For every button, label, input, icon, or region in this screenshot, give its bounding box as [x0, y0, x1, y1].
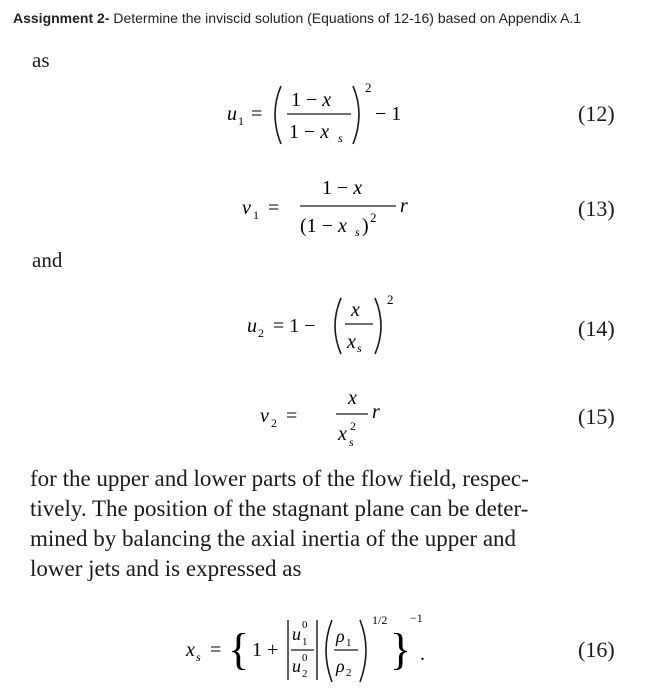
svg-text:1: 1 — [253, 208, 259, 222]
assignment-text: Determine the inviscid solution (Equations of 12-16) based on Appendix A.1 — [109, 10, 582, 26]
svg-text:= 1 −: = 1 − — [273, 315, 316, 337]
svg-text:ρ: ρ — [336, 626, 345, 646]
svg-text:x: x — [347, 331, 356, 353]
svg-text:v: v — [242, 197, 251, 219]
svg-text:2: 2 — [346, 667, 352, 679]
svg-text:1: 1 — [238, 114, 244, 128]
word-and: and — [32, 248, 63, 272]
svg-text:r: r — [400, 195, 408, 217]
svg-text:.: . — [420, 643, 425, 665]
svg-text:s: s — [349, 435, 354, 449]
paragraph-line: lower jets and is expressed as — [30, 556, 302, 581]
svg-text:=: = — [286, 405, 298, 427]
svg-text:2: 2 — [350, 419, 356, 433]
equation-13 — [240, 170, 430, 242]
paragraph-line: for the upper and lower parts of the flow field, respec- — [30, 466, 529, 491]
svg-text:): ) — [362, 215, 369, 237]
word-as: as — [32, 48, 50, 72]
equation-number-12: (12) — [578, 101, 615, 126]
assignment-header — [13, 10, 581, 26]
svg-text:1: 1 — [302, 636, 308, 648]
svg-text:0: 0 — [302, 652, 308, 664]
svg-text:s: s — [355, 225, 360, 239]
paragraph-line: mined by balancing the axial inertia of the upper and — [30, 526, 517, 551]
svg-text:=: = — [210, 639, 222, 661]
svg-text:u: u — [292, 656, 301, 676]
equation-12 — [225, 78, 445, 150]
svg-text:1 − x: 1 − x — [291, 89, 332, 111]
svg-text:x: x — [338, 423, 347, 445]
svg-text:v: v — [260, 405, 269, 427]
svg-text:(1 − x: (1 − x — [300, 215, 347, 237]
svg-text:1 +: 1 + — [252, 639, 279, 661]
svg-text:0: 0 — [302, 619, 308, 631]
equation-14 — [245, 288, 425, 360]
equation-number-14: (14) — [578, 316, 615, 341]
equation-number-15: (15) — [578, 404, 615, 429]
svg-text:2: 2 — [365, 80, 372, 95]
svg-text:−1: −1 — [410, 611, 423, 625]
svg-text:s: s — [196, 650, 201, 664]
svg-text:s: s — [338, 131, 343, 145]
svg-text:x: x — [351, 299, 360, 321]
svg-text:1 − x: 1 − x — [322, 177, 363, 199]
svg-text:2: 2 — [302, 668, 308, 680]
svg-text:r: r — [372, 401, 380, 423]
svg-text:− 1: − 1 — [375, 103, 402, 125]
svg-text:=: = — [268, 197, 280, 219]
svg-text:=: = — [251, 103, 263, 125]
svg-text:1 − x: 1 − x — [289, 121, 330, 143]
svg-text:x: x — [348, 387, 357, 409]
svg-text:1: 1 — [346, 637, 352, 649]
svg-text:2: 2 — [370, 210, 377, 225]
assignment-label: Assignment 2- — [13, 10, 110, 26]
svg-text:ρ: ρ — [336, 656, 345, 676]
equation-15 — [258, 384, 398, 454]
svg-text:{: { — [228, 625, 250, 674]
svg-text:u: u — [247, 315, 257, 337]
paragraph — [30, 464, 630, 584]
svg-text:2: 2 — [258, 326, 264, 340]
svg-text:1/2: 1/2 — [372, 613, 388, 627]
svg-text:2: 2 — [387, 292, 394, 307]
svg-text:x: x — [186, 639, 195, 661]
equation-number-16: (16) — [578, 637, 615, 662]
svg-text:}: } — [390, 625, 412, 674]
svg-text:u: u — [227, 103, 237, 125]
paragraph-line: tively. The position of the stagnant plane can be deter- — [30, 496, 529, 521]
equation-number-13: (13) — [578, 196, 615, 221]
equation-16 — [184, 606, 474, 696]
svg-text:2: 2 — [271, 416, 277, 430]
svg-text:s: s — [357, 341, 362, 355]
svg-text:u: u — [292, 624, 301, 644]
